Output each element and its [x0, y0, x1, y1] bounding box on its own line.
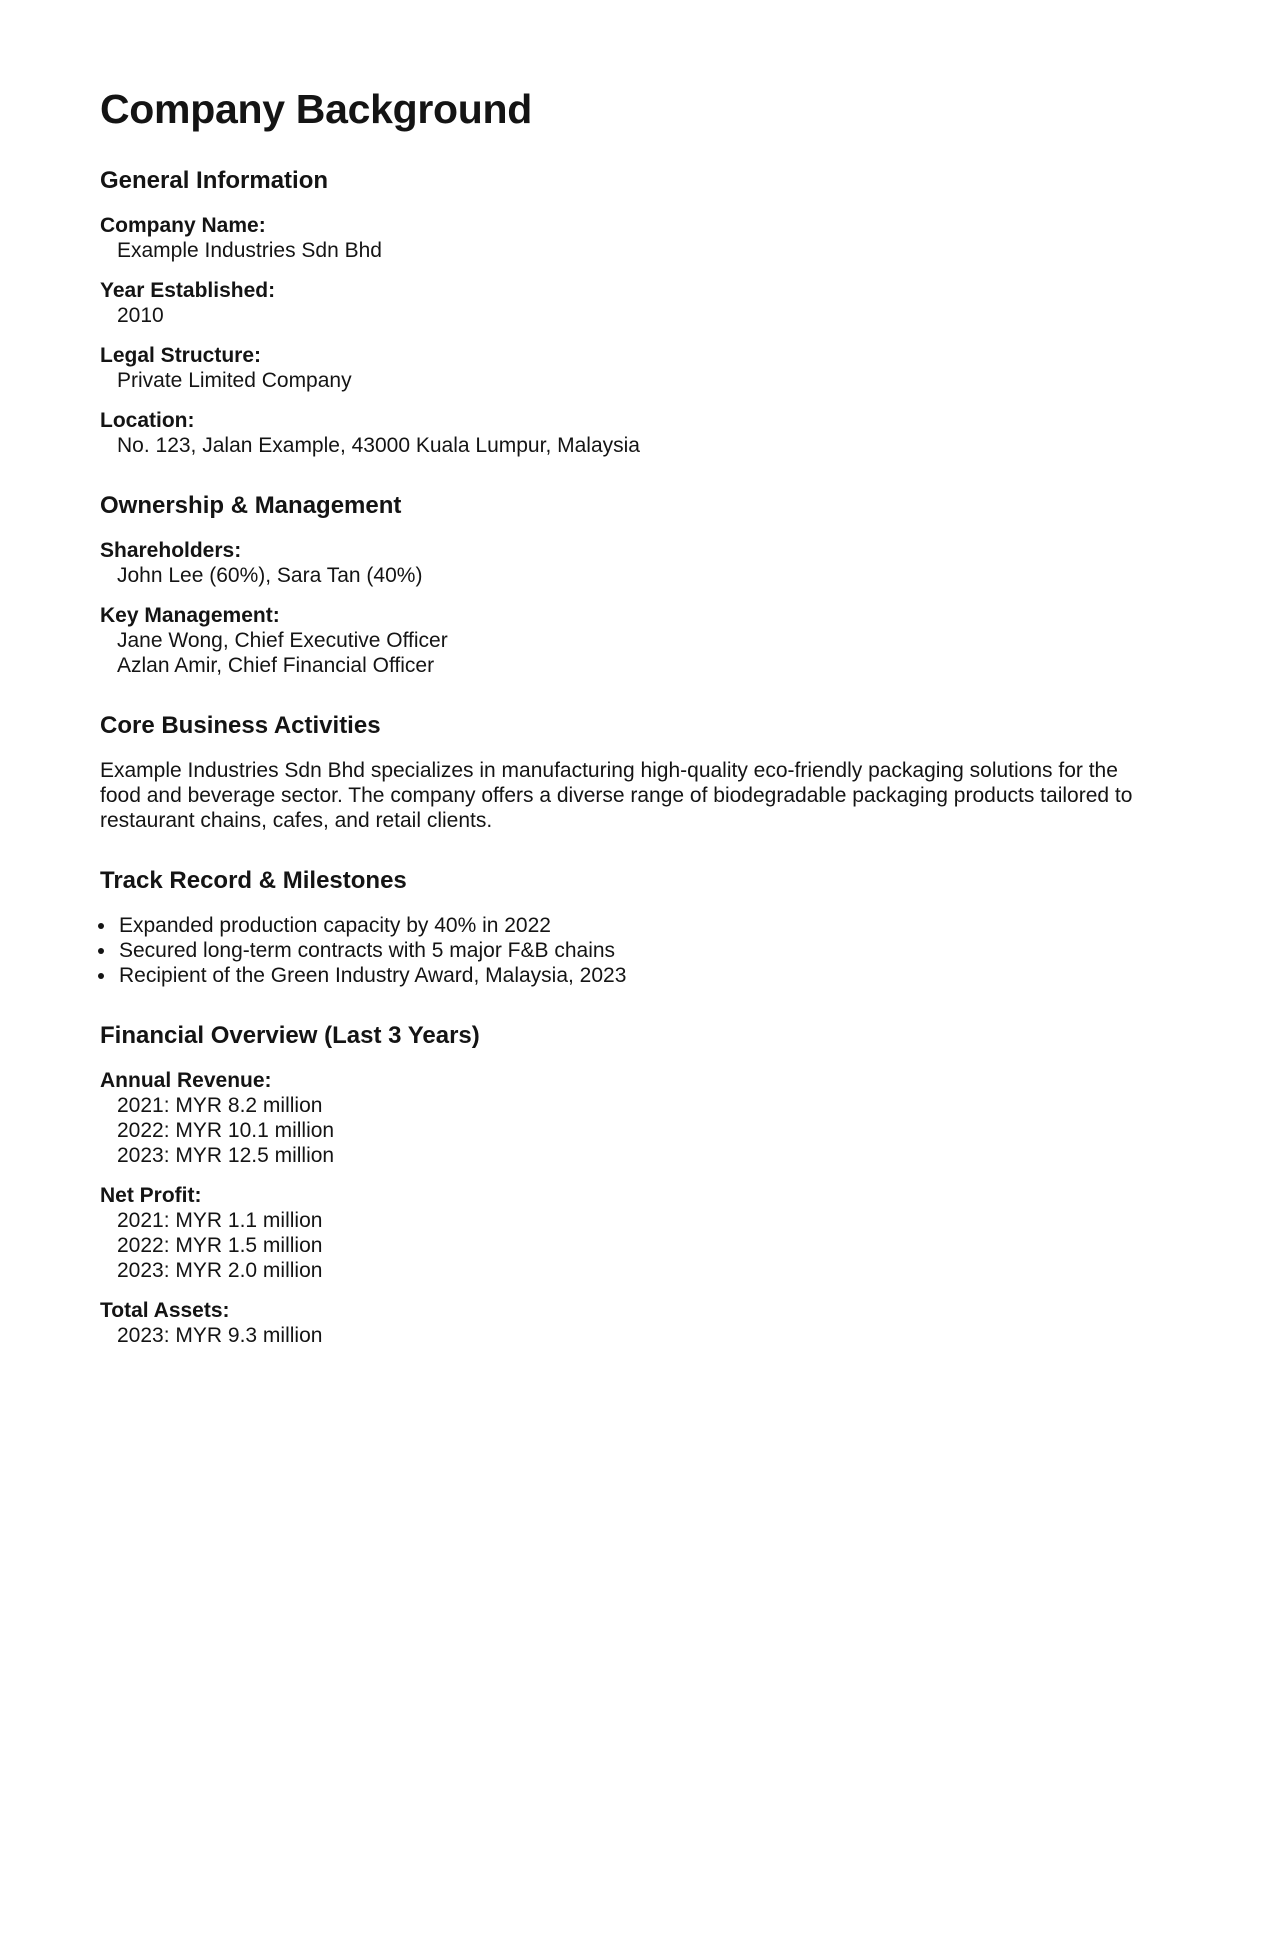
field-block: [100, 1068, 1163, 1168]
section: [100, 167, 1163, 458]
field-block: [100, 1298, 1163, 1348]
document-body: [100, 167, 1163, 1348]
field-label: Annual Revenue:: [100, 1069, 272, 1092]
field-label: Shareholders:: [100, 539, 242, 562]
field-label: Legal Structure:: [100, 344, 262, 367]
bullet-item: • Secured long-term contracts with 5 major F&B chains: [117, 938, 1163, 963]
field-block: [100, 278, 1163, 328]
body-paragraph: Example Industries Sdn Bhd specializes in manufacturing high-quality eco-friendly packaging solutions for the food and beverage sector. The company offers a diverse range of biodegradable packaging products tailored to restaurant chains, cafes, and retail clients.: [100, 759, 1133, 832]
field-value-line: 2023: MYR 9.3 million: [117, 1324, 323, 1347]
field-value-line: 2010: [117, 304, 164, 327]
field-block: [100, 343, 1163, 393]
field-value-line: 2021: MYR 8.2 million: [117, 1094, 323, 1117]
field-label: Net Profit:: [100, 1184, 202, 1207]
section: [100, 867, 1163, 988]
field-block: [100, 1183, 1163, 1283]
section-heading: Track Record & Milestones: [100, 867, 407, 894]
page-title: Company Background: [100, 86, 532, 132]
bullet-item: • Expanded production capacity by 40% in 2022: [117, 913, 1163, 938]
field-value-line: Private Limited Company: [117, 369, 352, 392]
field-block: [100, 603, 1163, 678]
field-value-line: John Lee (60%), Sara Tan (40%): [117, 564, 423, 587]
field-label: Total Assets:: [100, 1299, 230, 1322]
field-value-line: Example Industries Sdn Bhd: [117, 239, 382, 262]
section-heading: Core Business Activities: [100, 712, 381, 739]
field-block: [100, 408, 1163, 458]
section-heading: Ownership & Management: [100, 492, 402, 519]
field-value-line: 2022: MYR 1.5 million: [117, 1234, 323, 1257]
field-label: Company Name:: [100, 214, 266, 237]
field-value-line: Jane Wong, Chief Executive Officer: [117, 629, 448, 652]
section-heading: Financial Overview (Last 3 Years): [100, 1022, 480, 1049]
bullet-list: [100, 913, 1163, 988]
section-heading: General Information: [100, 167, 329, 194]
bullet-item: • Recipient of the Green Industry Award, Malaysia, 2023: [117, 963, 1163, 988]
field-label: Location:: [100, 409, 195, 432]
section: [100, 1022, 1163, 1348]
field-value-line: 2023: MYR 12.5 million: [117, 1144, 335, 1167]
field-label: Year Established:: [100, 279, 276, 302]
field-value-line: No. 123, Jalan Example, 43000 Kuala Lumpur, Malaysia: [117, 434, 640, 457]
field-value-line: 2023: MYR 2.0 million: [117, 1259, 323, 1282]
section: [100, 492, 1163, 678]
field-block: [100, 213, 1163, 263]
field-value-line: 2021: MYR 1.1 million: [117, 1209, 323, 1232]
field-value-line: 2022: MYR 10.1 million: [117, 1119, 335, 1142]
field-value-line: Azlan Amir, Chief Financial Officer: [117, 654, 435, 677]
section: [100, 712, 1163, 833]
field-block: [100, 538, 1163, 588]
field-label: Key Management:: [100, 604, 280, 627]
